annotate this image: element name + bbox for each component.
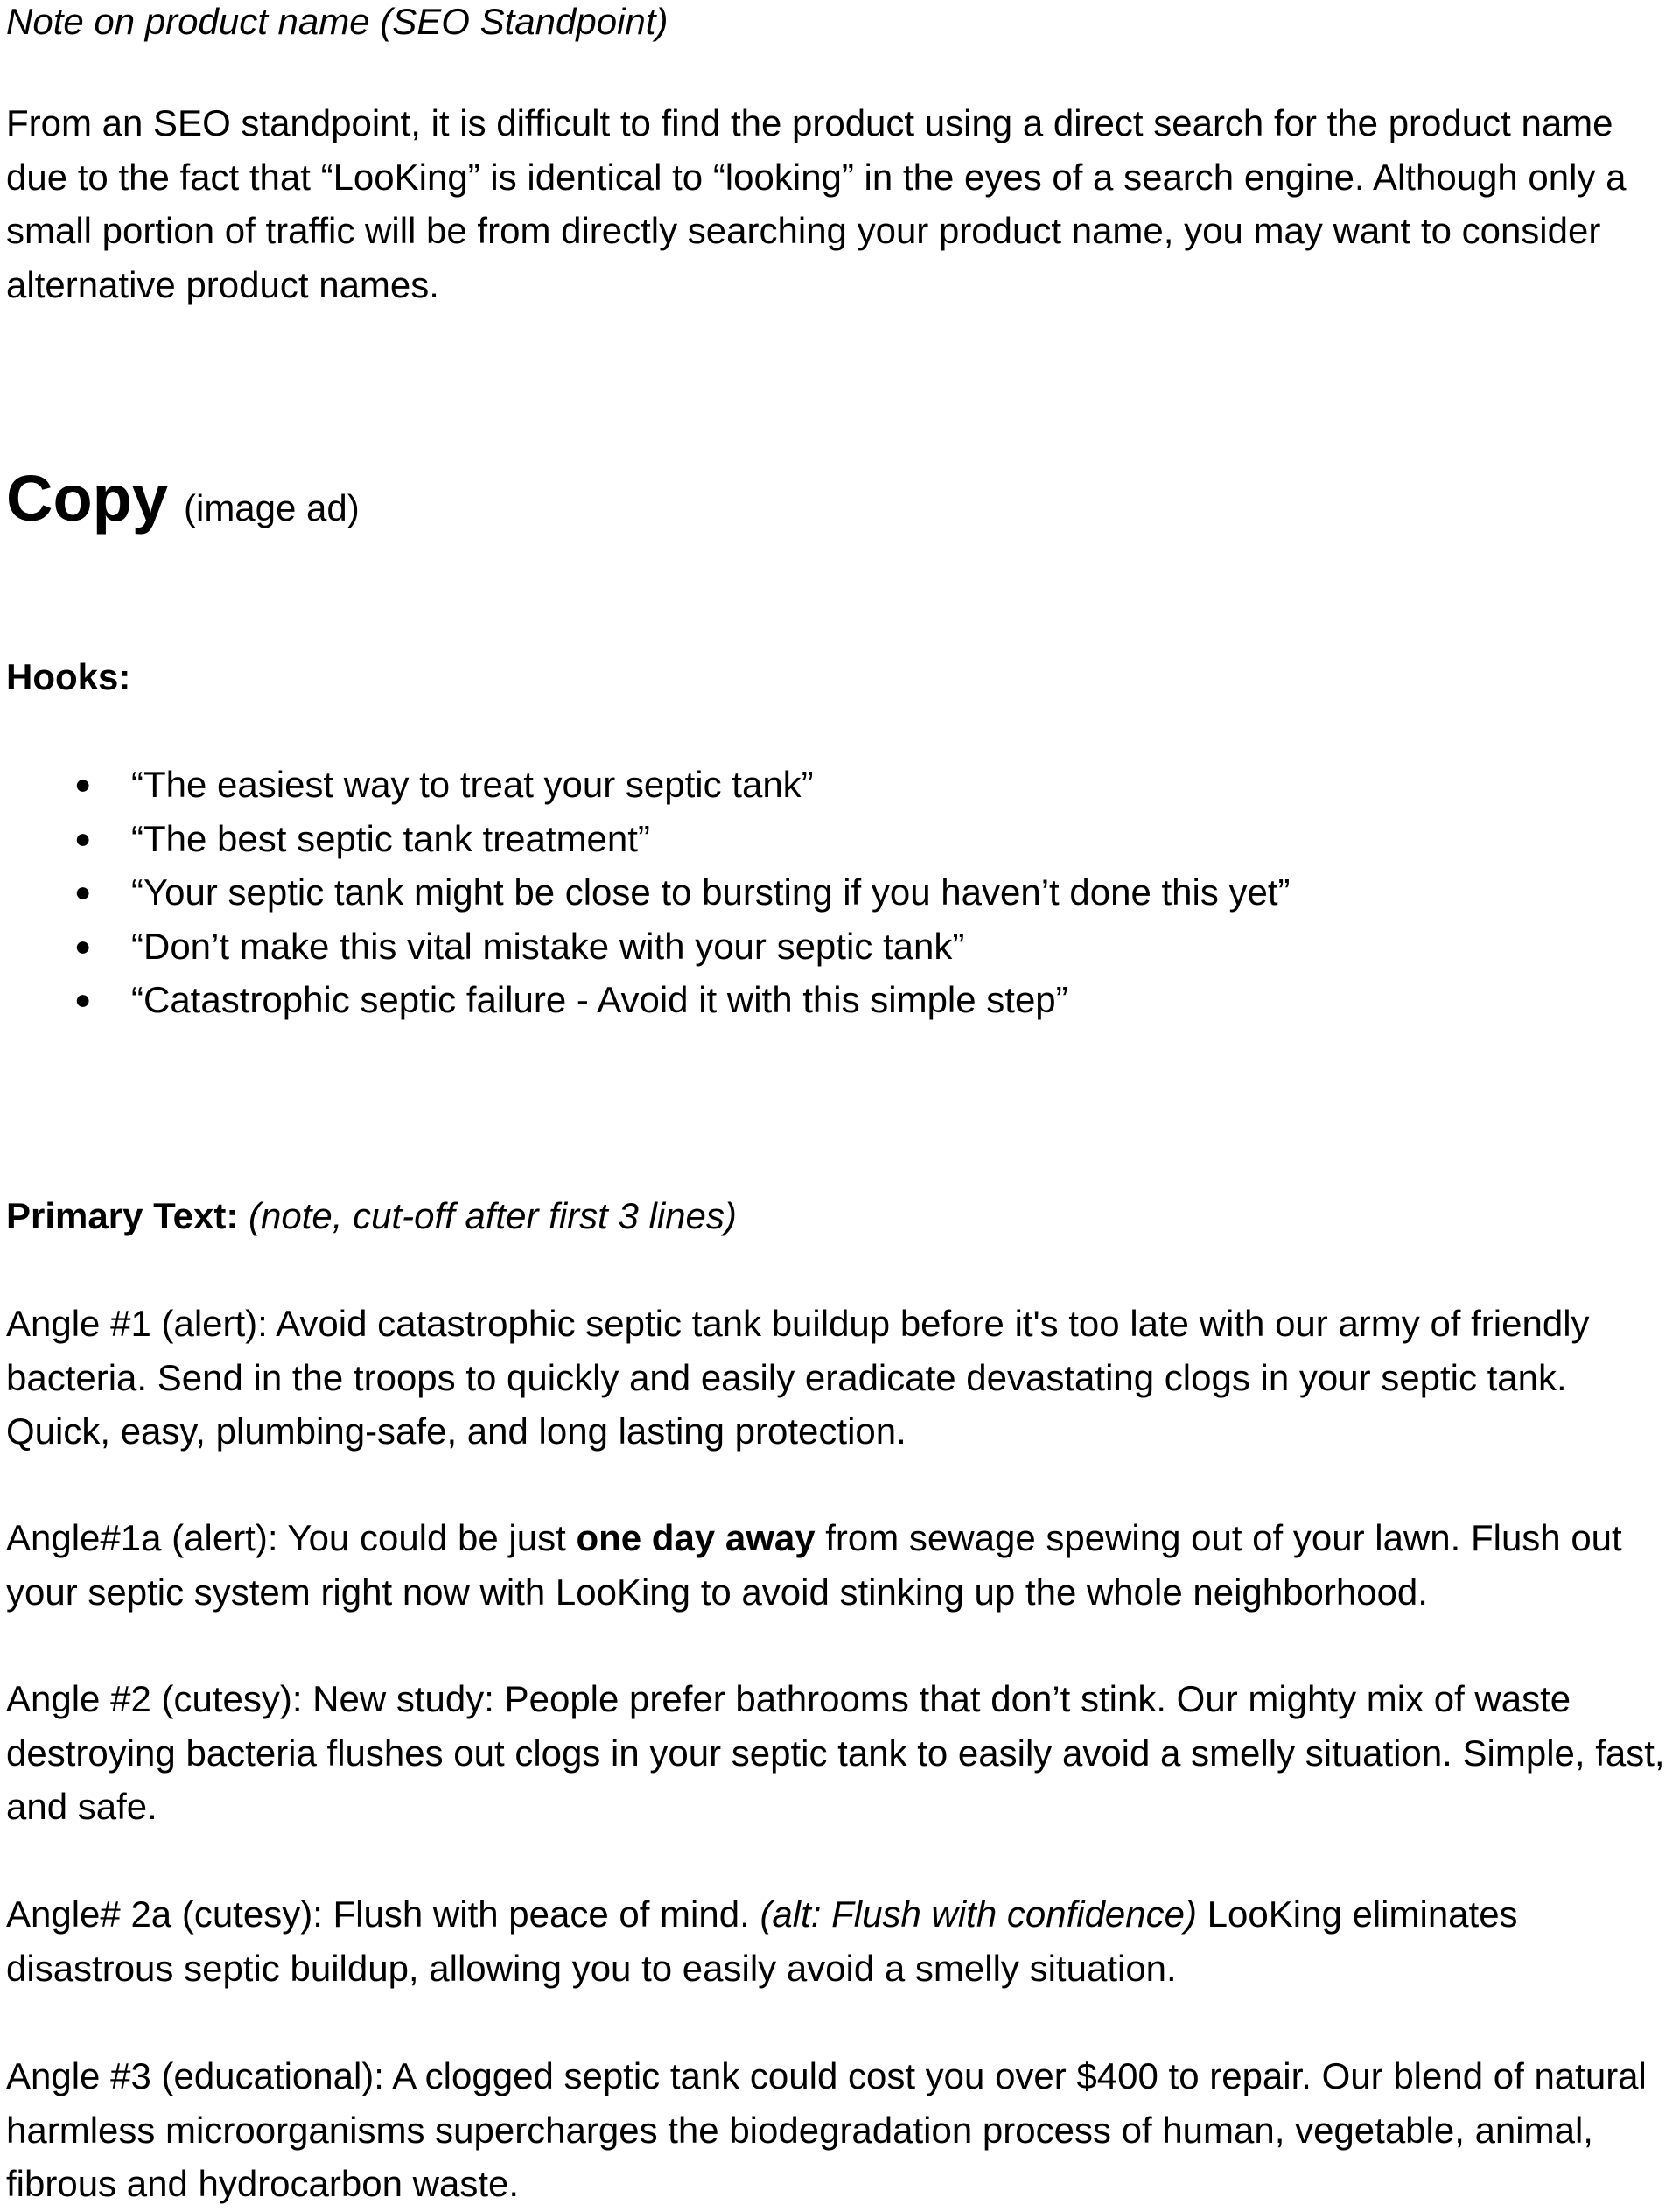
hook-text: “The best septic tank treatment”	[131, 817, 650, 859]
primary-text-heading	[6, 1189, 737, 1243]
angle-2a-text-start: Angle# 2a (cutesy): Flush with peace of mind.	[6, 1893, 760, 1935]
copy-subtitle: (image ad)	[184, 487, 360, 528]
bullet-icon: ●	[74, 876, 92, 907]
copy-title: Copy	[6, 462, 168, 535]
hook-item	[6, 758, 1291, 812]
hook-item	[6, 920, 1291, 974]
hook-item	[6, 865, 1291, 920]
angle-3-paragraph: Angle #3 (educational): A clogged septic tank could cost you over $400 to repair. Our blend of natural harmless microorganisms supercharges the biodegradation process of human, vegetable, animal, fibrous and hydrocarbon waste.	[6, 2055, 1647, 2204]
angle-1a-text-start: Angle#1a (alert): You could be just	[6, 1517, 577, 1558]
hooks-list	[6, 758, 1291, 1027]
angle-1a-text-end: from sewage spewing out of your lawn. Flush out your septic system right now with LooKing to avoid stinking up the whole neighborhood.	[6, 1517, 1622, 1613]
angle-2a-italic: (alt: Flush with confidence)	[760, 1893, 1197, 1935]
bullet-icon: ●	[74, 822, 92, 854]
copy-heading	[6, 455, 360, 542]
angle-1a-bold: one day away	[576, 1517, 816, 1558]
angle-2a-paragraph	[6, 1887, 1679, 1995]
angle-2-paragraph: Angle #2 (cutesy): New study: People prefer bathrooms that don’t stink. Our mighty mix of waste destroying bacteria flushes out clogs in your septic tank to easily avoid a smelly situation. Simple, fast, and safe.	[6, 1678, 1665, 1827]
hook-item	[6, 973, 1291, 1027]
hook-item	[6, 812, 1291, 866]
primary-text-note: (note, cut-off after first 3 lines)	[248, 1195, 737, 1236]
angle-1-paragraph: Angle #1 (alert): Avoid catastrophic septic tank buildup before it's too late with our army of friendly bacteria. Send in the troops to quickly and easily eradicate devastating clogs in your septic tank. Quick, easy, plumbing-safe, and long lasting protection.	[6, 1303, 1590, 1452]
hook-text: “Don’t make this vital mistake with your septic tank”	[131, 925, 965, 967]
hook-text: “Your septic tank might be close to bursting if you haven’t done this yet”	[131, 871, 1291, 913]
hook-text: “Catastrophic septic failure - Avoid it with this simple step”	[131, 979, 1068, 1020]
angle-1a-paragraph	[6, 1511, 1679, 1619]
primary-text-label: Primary Text:	[6, 1195, 239, 1236]
hooks-label: Hooks:	[6, 656, 131, 697]
bullet-icon: ●	[74, 768, 92, 800]
angle-2a-text-end: LooKing eliminates disastrous septic buildup, allowing you to easily avoid a smelly situation.	[6, 1893, 1518, 1989]
hook-text: “The easiest way to treat your septic tank”	[131, 764, 814, 805]
bullet-icon: ●	[74, 929, 92, 962]
bullet-icon: ●	[74, 983, 92, 1015]
seo-paragraph: From an SEO standpoint, it is difficult to find the product using a direct search for the product name due to the fact that “LooKing” is identical to “looking” in the eyes of a search engine. Although only a small portion of traffic will be from directly searching your product name, you may want to consider alternative product names.	[6, 102, 1627, 305]
note-title: Note on product name (SEO Standpoint)	[6, 1, 668, 42]
